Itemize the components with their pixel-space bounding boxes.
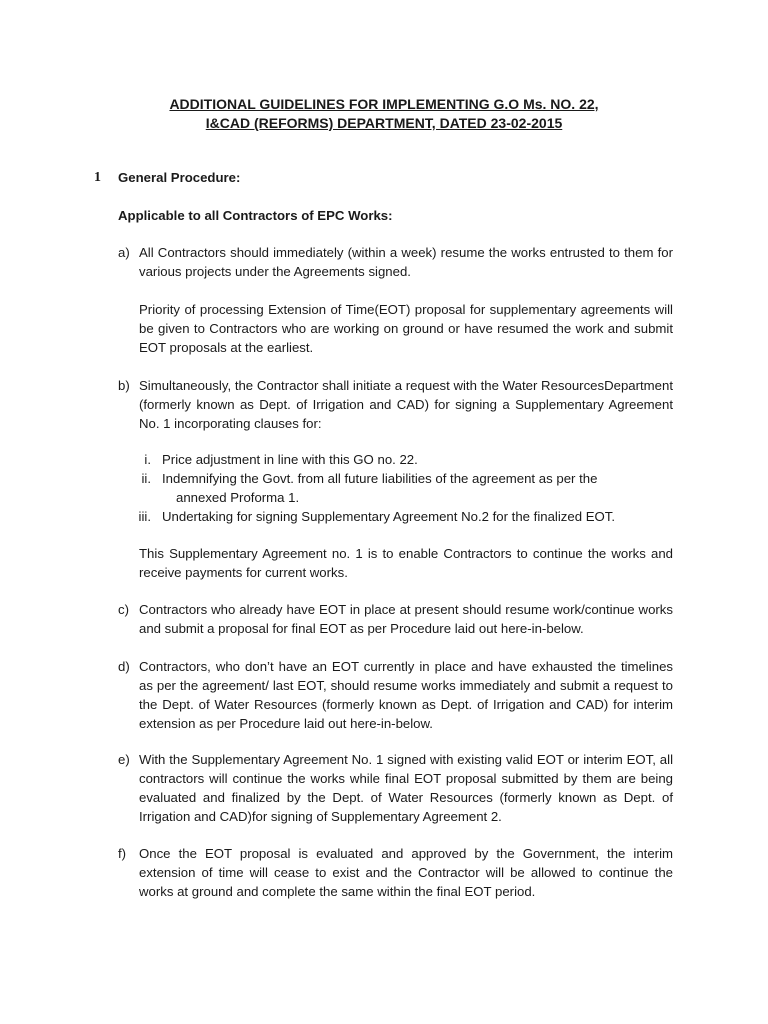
section-subheading: Applicable to all Contractors of EPC Works: xyxy=(118,208,393,223)
list-item-f xyxy=(118,844,673,901)
list-item-label: b) xyxy=(118,378,130,393)
list-item-label: e) xyxy=(118,752,130,767)
list-item-label: f) xyxy=(118,846,127,861)
sub-item-label: i. xyxy=(144,452,151,467)
list-item-e xyxy=(118,750,673,826)
sub-item-text-continued: annexed Proforma 1. xyxy=(176,490,300,505)
section-number: 1 xyxy=(94,170,101,185)
list-item-text: All Contractors should immediately (within a week) resume the works entrusted to them for various projects under the Agreements signed. xyxy=(139,245,673,279)
list-item-b xyxy=(118,376,673,433)
document-title-line-1: ADDITIONAL GUIDELINES FOR IMPLEMENTING G.O Ms. NO. 22, xyxy=(169,96,599,112)
sub-item-i xyxy=(118,450,673,469)
sub-item-label: iii. xyxy=(138,509,151,524)
sub-item-label: ii. xyxy=(141,471,151,486)
sub-item-ii xyxy=(118,469,673,507)
list-item-label: d) xyxy=(118,659,130,674)
list-item-text: With the Supplementary Agreement No. 1 signed with existing valid EOT or interim EOT, all contractors will continue the works while final EOT proposal submitted by them are being evaluated and finalized by the Dept. of Water Resources (formerly known as Dept. of Irrigation and CAD)for signing of Supplementary Agreement 2. xyxy=(139,752,673,824)
document-title-line-2: I&CAD (REFORMS) DEPARTMENT, DATED 23-02-2015 xyxy=(205,115,563,131)
sub-item-text: Undertaking for signing Supplementary Agreement No.2 for the finalized EOT. xyxy=(162,509,616,524)
list-item-d xyxy=(118,657,673,733)
list-item-text: Contractors, who don’t have an EOT currently in place and have exhausted the timelines as per the agreement/ last EOT, should resume works immediately and submit a request to the Dept. of Water Resources (formerly known as Dept. of Irrigation and CAD) for interim extension as per Procedure laid out here-in-below. xyxy=(139,659,673,731)
list-item-a-paragraph: Priority of processing Extension of Time(EOT) proposal for supplementary agreements will be given to Contractors who are working on ground or have resumed the work and submit EOT proposals at the earliest. xyxy=(139,302,673,355)
sub-item-text: Indemnifying the Govt. from all future liabilities of the agreement as per the xyxy=(162,471,598,486)
list-item-b-paragraph: This Supplementary Agreement no. 1 is to enable Contractors to continue the works and receive payments for current works. xyxy=(139,546,673,580)
section-title: General Procedure: xyxy=(118,170,241,185)
list-item-text: Once the EOT proposal is evaluated and approved by the Government, the interim extension of time will cease to exist and the Contractor will be allowed to continue the works at ground and complete the same within the final EOT period. xyxy=(139,846,673,899)
list-item-text: Contractors who already have EOT in place at present should resume work/continue works and submit a proposal for final EOT as per Procedure laid out here-in-below. xyxy=(139,602,673,636)
list-item-text: Simultaneously, the Contractor shall initiate a request with the Water ResourcesDepartment (formerly known as Dept. of Irrigation and CAD) for signing a Supplementary Agreement No. 1 incorporating clauses for: xyxy=(139,378,673,431)
list-item-label: c) xyxy=(118,602,129,617)
sub-item-text: Price adjustment in line with this GO no. 22. xyxy=(162,452,418,467)
list-item-label: a) xyxy=(118,245,130,260)
list-item-a xyxy=(118,243,673,281)
list-item-c xyxy=(118,600,673,638)
sub-item-iii xyxy=(118,507,673,526)
